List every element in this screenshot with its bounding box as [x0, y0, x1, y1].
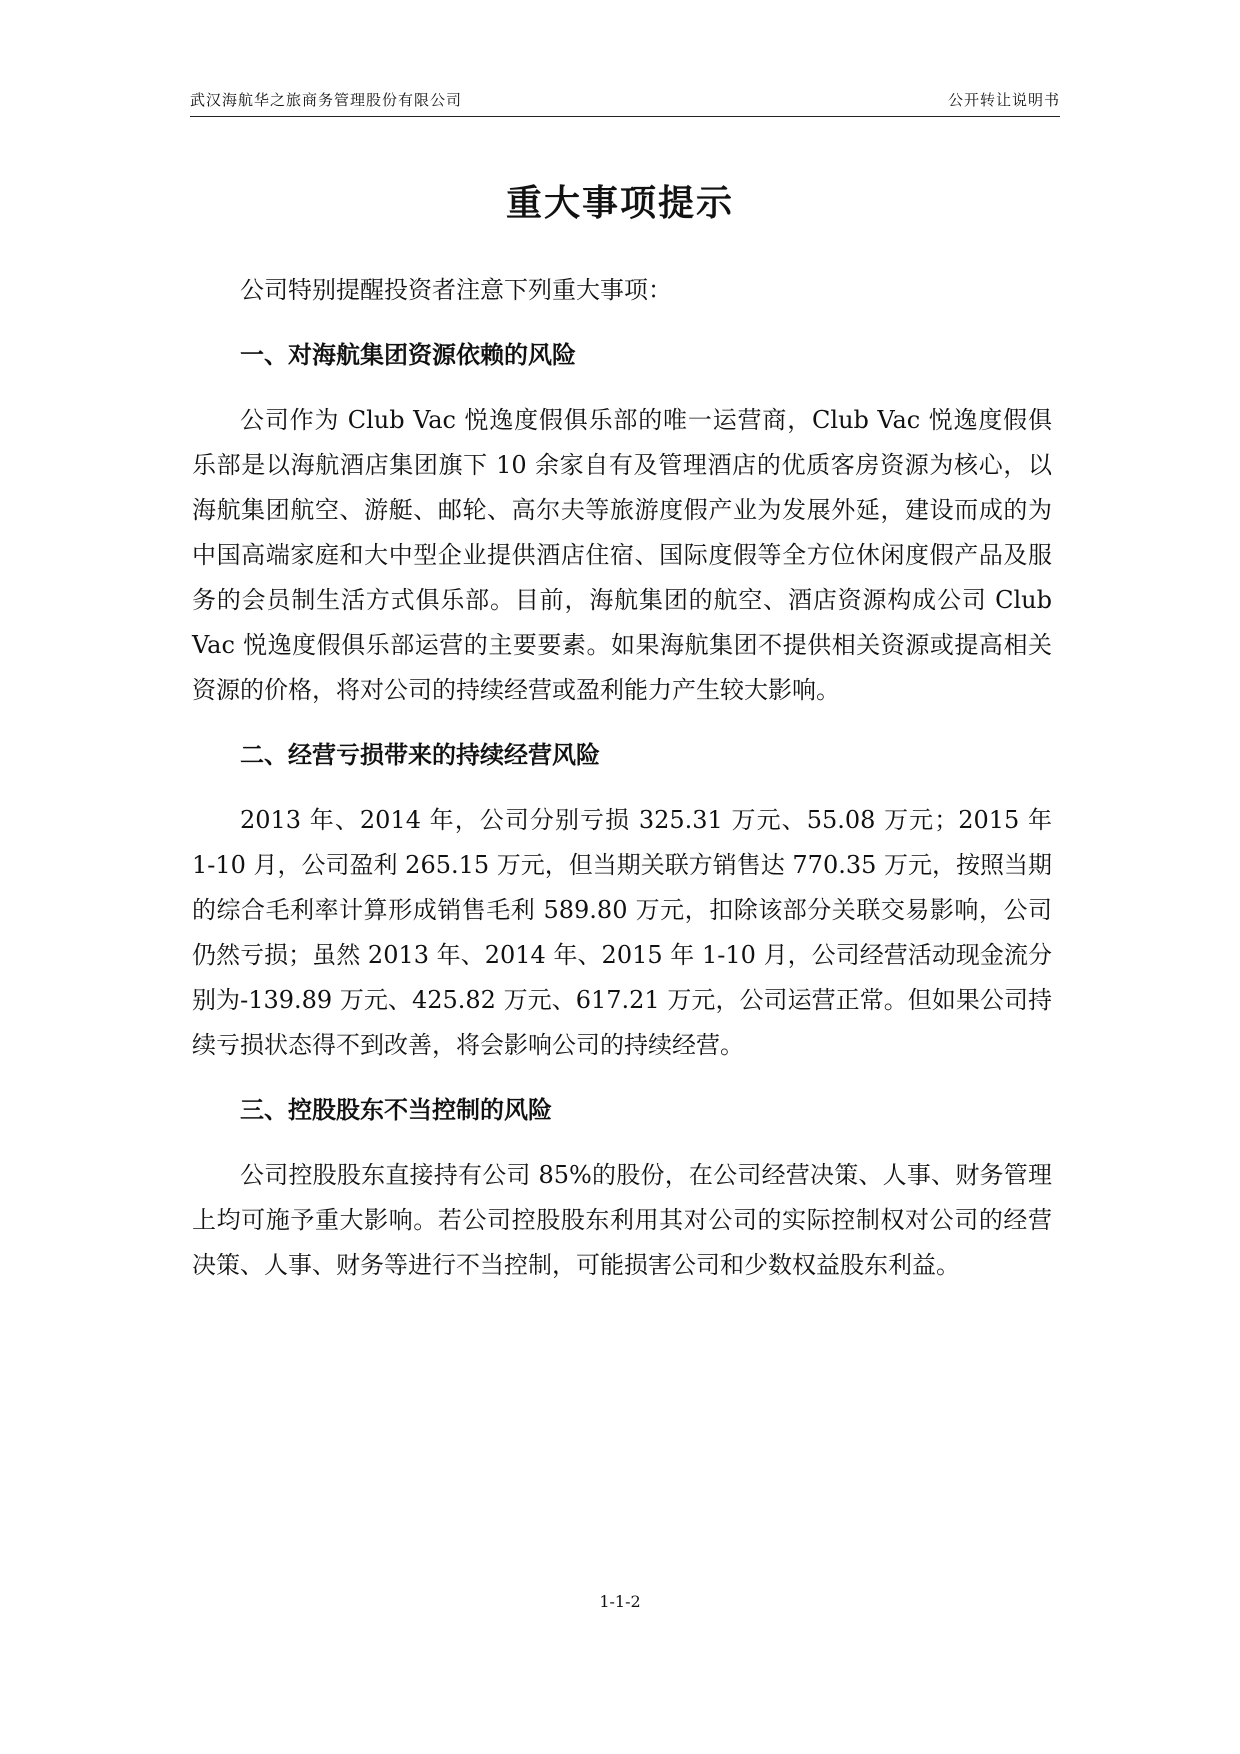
section-body-1: 公司作为 Club Vac 悦逸度假俱乐部的唯一运营商，Club Vac 悦逸度假俱乐部是以海航酒店集团旗下 10 余家自有及管理酒店的优质客房资源为核心，以海航集团航空、游艇、邮轮、高尔夫等旅游度假产业为发展外延，建设而成的为中国高端家庭和大中型企业提供酒店住宿、国际度假等全方位休闲度假产品及服务的会员制生活方式俱乐部。目前，海航集团的航空、酒店资源构成公司 Club Vac 悦逸度假俱乐部运营的主要要素。如果海航集团不提供相关资源或提高相关资源的价格，将对公司的持续经营或盈利能力产生较大影响。 — [192, 406, 1052, 704]
header-document-type: 公开转让说明书 — [947, 91, 1060, 109]
section-heading-3: 三、控股股东不当控制的风险 — [240, 1096, 552, 1124]
header-company-name: 武汉海航华之旅商务管理股份有限公司 — [190, 91, 463, 109]
section-heading-1: 一、对海航集团资源依赖的风险 — [240, 341, 576, 369]
intro-paragraph: 公司特别提醒投资者注意下列重大事项： — [240, 276, 672, 304]
document-body — [192, 268, 1052, 1288]
section-body-3: 公司控股股东直接持有公司 85%的股份，在公司经营决策、人事、财务管理上均可施予重大影响。若公司控股股东利用其对公司的实际控制权对公司的经营决策、人事、财务等进行不当控制，可能损害公司和少数权益股东利益。 — [192, 1161, 1052, 1279]
page-title: 重大事项提示 — [505, 183, 734, 224]
section-body-2: 2013 年、2014 年，公司分别亏损 325.31 万元、55.08 万元；2015 年 1-10 月，公司盈利 265.15 万元，但当期关联方销售达 770.35 万元，按照当期的综合毛利率计算形成销售毛利 589.80 万元，扣除该部分关联交易影响，公司仍然亏损；虽然 2013 年、2014 年、2015 年 1-10 月，公司经营活动现金流分别为-139.89 万元、425.82 万元、617.21 万元，公司运营正常。但如果公司持续亏损状态得不到改善，将会影响公司的持续经营。 — [192, 806, 1053, 1059]
section-heading-2: 二、经营亏损带来的持续经营风险 — [240, 741, 600, 769]
page-header — [190, 86, 1060, 117]
page-number: 1-1-2 — [599, 1592, 641, 1611]
